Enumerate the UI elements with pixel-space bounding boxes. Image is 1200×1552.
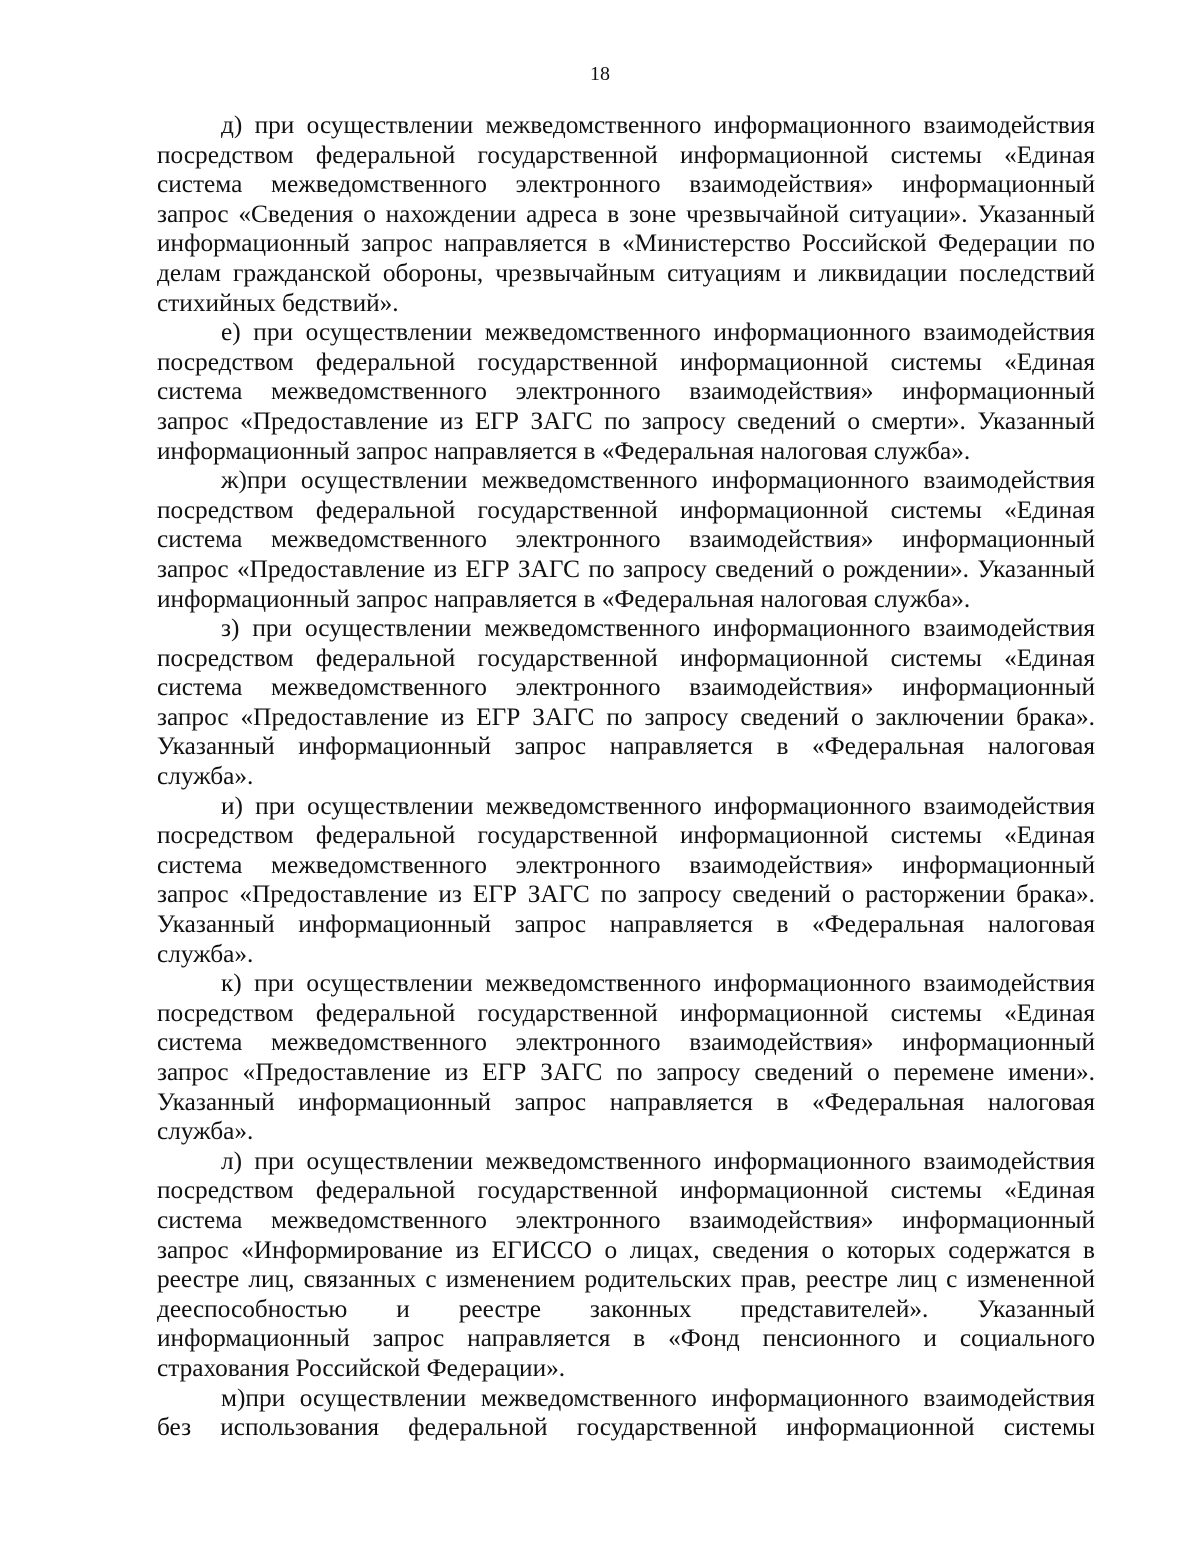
text-line: Указанный информационный запрос направляется в «Федеральная налоговая (157, 1087, 1095, 1116)
text-line: служба». (157, 762, 254, 791)
paragraph-i (157, 792, 1095, 970)
text-line: и) при осуществлении межведомственного информационного взаимодействия (221, 791, 1095, 820)
text-line: система межведомственного электронного взаимодействия» информационный (157, 850, 1095, 879)
text-line: запрос «Предоставление из ЕГР ЗАГС по запросу сведений о смерти». Указанный (157, 406, 1095, 435)
text-line: система межведомственного электронного взаимодействия» информационный (157, 1028, 1095, 1057)
text-line: е) при осуществлении межведомственного информационного взаимодействия (221, 318, 1095, 347)
text-line: посредством федеральной государственной информационной системы «Единая (157, 1176, 1095, 1205)
page-number: 18 (590, 63, 610, 85)
text-line: страхования Российской Федерации». (157, 1353, 566, 1382)
paragraph-d (157, 111, 1095, 318)
paragraph-l (157, 1147, 1095, 1384)
text-line: служба». (157, 939, 254, 968)
text-line: система межведомственного электронного взаимодействия» информационный (157, 673, 1095, 702)
paragraph-z (157, 614, 1095, 792)
text-line: система межведомственного электронного взаимодействия» информационный (157, 525, 1095, 554)
paragraph-k (157, 969, 1095, 1147)
text-line: м)при осуществлении межведомственного информационного взаимодействия (221, 1383, 1095, 1412)
document-body (157, 111, 1095, 1443)
text-line: запрос «Предоставление из ЕГР ЗАГС по запросу сведений о расторжении брака». (157, 880, 1095, 909)
text-line: посредством федеральной государственной информационной системы «Единая (157, 495, 1095, 524)
text-line: стихийных бедствий». (157, 288, 399, 317)
text-line: информационный запрос направляется в «Фонд пенсионного и социального (157, 1324, 1095, 1353)
text-line: д) при осуществлении межведомственного информационного взаимодействия (221, 111, 1095, 139)
text-line: посредством федеральной государственной информационной системы «Единая (157, 347, 1095, 376)
text-line: л) при осуществлении межведомственного информационного взаимодействия (221, 1146, 1095, 1175)
text-line: без использования федеральной государственной информационной системы (157, 1413, 1095, 1442)
text-line: посредством федеральной государственной информационной системы «Единая (157, 821, 1095, 850)
paragraph-m (157, 1384, 1095, 1443)
text-line: запрос «Информирование из ЕГИССО о лицах, сведения о которых содержатся в (157, 1235, 1095, 1264)
text-line: ж)при осуществлении межведомственного информационного взаимодействия (221, 466, 1095, 495)
text-line: информационный запрос направляется в «Федеральная налоговая служба». (157, 436, 971, 465)
text-line: Указанный информационный запрос направляется в «Федеральная налоговая (157, 732, 1095, 761)
text-line: система межведомственного электронного взаимодействия» информационный (157, 170, 1095, 199)
text-line: информационный запрос направляется в «Федеральная налоговая служба». (157, 584, 971, 613)
text-line: запрос «Предоставление из ЕГР ЗАГС по запросу сведений о рождении». Указанный (157, 554, 1095, 583)
paragraph-zh (157, 466, 1095, 614)
text-line: посредством федеральной государственной информационной системы «Единая (157, 643, 1095, 672)
text-line: информационный запрос направляется в «Министерство Российской Федерации по (157, 229, 1095, 258)
text-line: запрос «Предоставление из ЕГР ЗАГС по запросу сведений о заключении брака». (157, 702, 1095, 731)
text-line: запрос «Сведения о нахождении адреса в зоне чрезвычайной ситуации». Указанный (157, 199, 1095, 228)
text-line: дееспособностью и реестре законных представителей». Указанный (157, 1294, 1095, 1323)
text-line: к) при осуществлении межведомственного информационного взаимодействия (221, 969, 1095, 998)
text-line: запрос «Предоставление из ЕГР ЗАГС по запросу сведений о перемене имени». (157, 1058, 1095, 1086)
text-line: посредством федеральной государственной информационной системы «Единая (157, 998, 1095, 1027)
text-line: Указанный информационный запрос направляется в «Федеральная налоговая (157, 910, 1095, 939)
paragraph-e (157, 318, 1095, 466)
text-line: система межведомственного электронного взаимодействия» информационный (157, 377, 1095, 406)
text-line: делам гражданской обороны, чрезвычайным ситуациям и ликвидации последствий (157, 258, 1095, 287)
text-line: реестре лиц, связанных с изменением родительских прав, реестре лиц с измененной (157, 1265, 1095, 1294)
text-line: посредством федеральной государственной информационной системы «Единая (157, 140, 1095, 169)
text-line: служба». (157, 1117, 254, 1146)
text-line: з) при осуществлении межведомственного информационного взаимодействия (221, 614, 1095, 643)
text-line: система межведомственного электронного взаимодействия» информационный (157, 1205, 1095, 1234)
